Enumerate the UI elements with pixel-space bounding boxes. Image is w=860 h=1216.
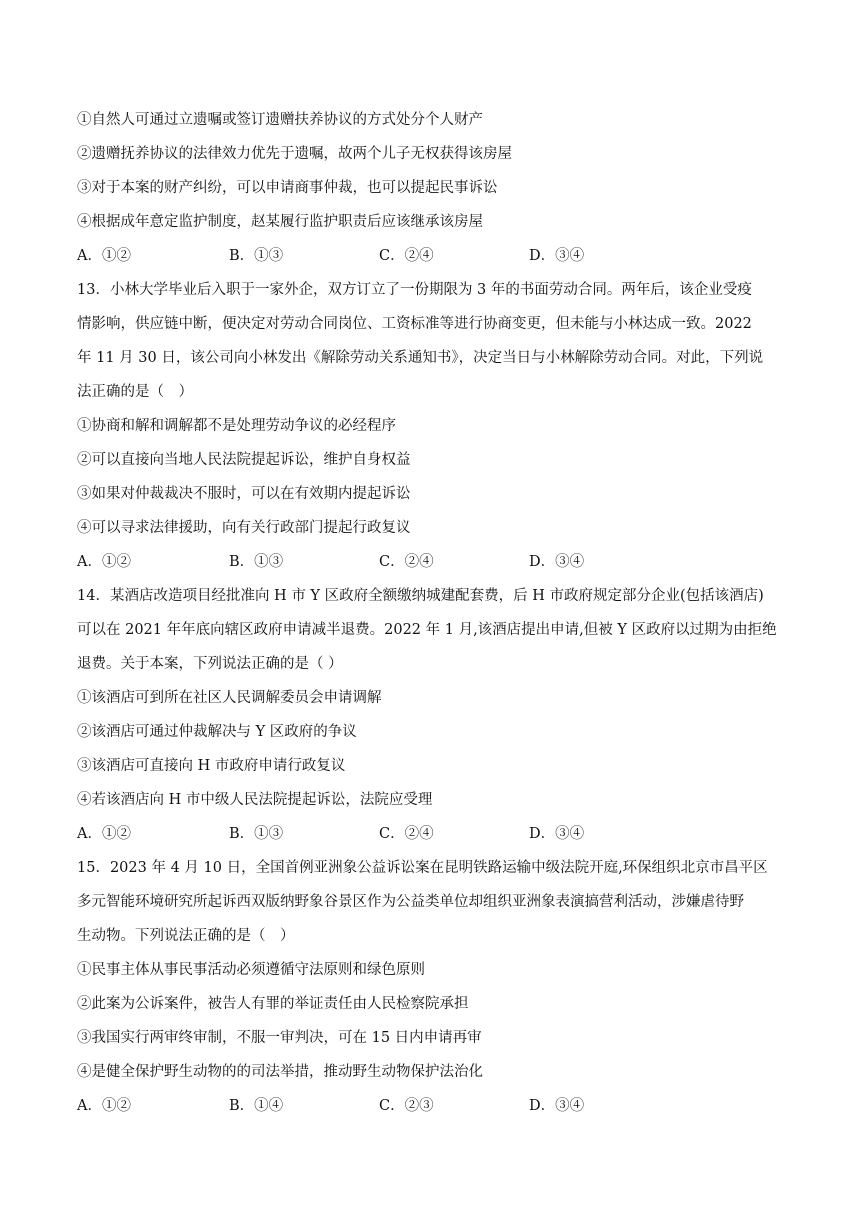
q13-statement-3: ③如果对仲裁裁决不服时，可以在有效期内提起诉讼	[77, 486, 411, 502]
q13-options	[77, 552, 797, 572]
q14-option-a: A．①②	[77, 826, 131, 842]
q15-statement-1: ①民事主体从事民事活动必须遵循守法原则和绿色原则	[77, 962, 425, 978]
q15-stem-line-2: 多元智能环境研究所起诉西双版纳野象谷景区作为公益类单位却组织亚洲象表演搞营利活动，涉嫌虐待野	[77, 894, 744, 910]
q15-stem-line-1: 15．2023 年 4 月 10 日，全国首例亚洲象公益诉讼案在昆明铁路运输中级法院开庭,环保组织北京市昌平区	[77, 860, 768, 876]
q15-option-c: C．②③	[379, 1098, 434, 1114]
q15-statement-3: ③我国实行两审终审制，不服一审判决，可在 15 日内申请再审	[77, 1030, 482, 1046]
q13-stem-line-3: 年 11 月 30 日，该公司向小林发出《解除劳动关系通知书》，决定当日与小林解除劳动合同。对此，下列说	[77, 350, 764, 366]
q15-statement-2: ②此案为公诉案件，被告人有罪的举证责任由人民检察院承担	[77, 996, 469, 1012]
q13-statement-1: ①协商和解和调解都不是处理劳动争议的必经程序	[77, 418, 396, 434]
q14-stem-line-2: 可以在 2021 年年底向辖区政府申请减半退费。2022 年 1 月,该酒店提出申请,但被 Y 区政府以过期为由拒绝	[77, 622, 777, 638]
q13-option-b: B．①③	[229, 554, 284, 570]
q12-option-d: D．③④	[529, 248, 585, 264]
q13-statement-2: ②可以直接向当地人民法院提起诉讼，维护自身权益	[77, 452, 411, 468]
q14-statement-3: ③该酒店可直接向 H 市政府申请行政复议	[77, 758, 346, 774]
q12-statement-4: ④根据成年意定监护制度，赵某履行监护职责后应该继承该房屋	[77, 214, 483, 230]
q15-options	[77, 1096, 797, 1116]
q14-option-c: C．②④	[379, 826, 434, 842]
q12-statement-3: ③对于本案的财产纠纷，可以申请商事仲裁，也可以提起民事诉讼	[77, 180, 498, 196]
q14-stem-line-1: 14．某酒店改造项目经批准向 H 市 Y 区政府全额缴纳城建配套费，后 H 市政府规定部分企业(包括该酒店)	[77, 588, 764, 604]
q15-option-d: D．③④	[529, 1098, 585, 1114]
q13-statement-4: ④可以寻求法律援助，向有关行政部门提起行政复议	[77, 520, 411, 536]
q15-stem-line-3: 生动物。下列说法正确的是（ ）	[77, 928, 295, 944]
q14-statement-4: ④若该酒店向 H 市中级人民法院提起诉讼，法院应受理	[77, 792, 433, 808]
q12-option-b: B．①③	[229, 248, 284, 264]
q12-statement-1: ①自然人可通过立遗嘱或签订遗赠扶养协议的方式处分个人财产	[77, 112, 483, 128]
q13-stem-line-1: 13．小林大学毕业后入职于一家外企，双方订立了一份期限为 3 年的书面劳动合同。两年后，该企业受疫	[77, 282, 752, 298]
q12-options	[77, 246, 797, 266]
q12-statement-2: ②遗赠抚养协议的法律效力优先于遗嘱，故两个儿子无权获得该房屋	[77, 146, 512, 162]
q14-statement-1: ①该酒店可到所在社区人民调解委员会申请调解	[77, 690, 382, 706]
q13-stem-line-4: 法正确的是（ ）	[77, 384, 193, 400]
q13-stem-line-2: 情影响，供应链中断，便决定对劳动合同岗位、工资标准等进行协商变更，但未能与小林达成一致。2022	[77, 316, 752, 332]
q14-statement-2: ②该酒店可通过仲裁解决与 Y 区政府的争议	[77, 724, 357, 740]
q14-option-d: D．③④	[529, 826, 585, 842]
q14-options	[77, 824, 797, 844]
q14-option-b: B．①③	[229, 826, 284, 842]
q13-option-d: D．③④	[529, 554, 585, 570]
q15-statement-4: ④是健全保护野生动物的的司法举措，推动野生动物保护法治化	[77, 1064, 483, 1080]
q12-option-c: C．②④	[379, 248, 434, 264]
q13-option-a: A．①②	[77, 554, 131, 570]
q12-option-a: A．①②	[77, 248, 131, 264]
q15-option-b: B．①④	[229, 1098, 284, 1114]
q14-stem-line-3: 退费。关于本案，下列说法正确的是（ ）	[77, 656, 343, 672]
q15-option-a: A．①②	[77, 1098, 131, 1114]
q13-option-c: C．②④	[379, 554, 434, 570]
